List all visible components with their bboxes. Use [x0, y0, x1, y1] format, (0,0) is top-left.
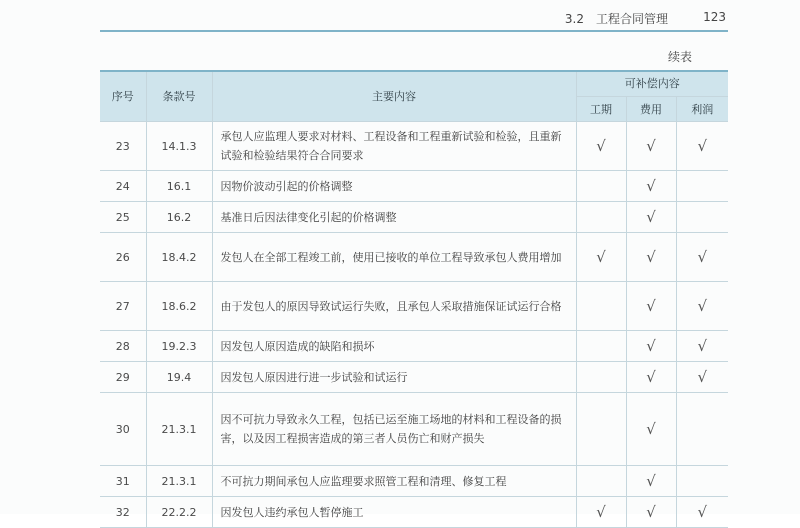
duration-check: √	[576, 233, 626, 282]
col-header-clause: 条款号	[146, 70, 212, 122]
table-row	[100, 393, 728, 466]
col-header-cost: 费用	[626, 97, 676, 122]
row-content: 承包人应监理人要求对材料、工程设备和工程重新试验和检验，且重新试验和检验结果符合合同要求	[212, 122, 576, 171]
row-index: 29	[100, 362, 146, 393]
duration-check	[576, 202, 626, 233]
row-clause: 18.4.2	[146, 233, 212, 282]
row-content: 因发包人原因造成的缺陷和损坏	[212, 331, 576, 362]
table-row	[100, 122, 728, 171]
row-clause: 14.1.3	[146, 122, 212, 171]
compensation-table	[100, 70, 728, 528]
cost-check: √	[626, 331, 676, 362]
row-index: 26	[100, 233, 146, 282]
profit-check: √	[676, 233, 728, 282]
profit-check	[676, 393, 728, 466]
duration-check	[576, 362, 626, 393]
cost-check: √	[626, 466, 676, 497]
profit-check: √	[676, 282, 728, 331]
duration-check: √	[576, 122, 626, 171]
cost-check: √	[626, 393, 676, 466]
col-header-profit: 利润	[676, 97, 728, 122]
col-header-compensable: 可补偿内容	[576, 70, 728, 97]
row-content: 基准日后因法律变化引起的价格调整	[212, 202, 576, 233]
row-content: 由于发包人的原因导致试运行失败，且承包人采取措施保证试运行合格	[212, 282, 576, 331]
table-row	[100, 233, 728, 282]
row-clause: 19.4	[146, 362, 212, 393]
duration-check	[576, 393, 626, 466]
profit-check	[676, 171, 728, 202]
profit-check	[676, 466, 728, 497]
cost-check: √	[626, 202, 676, 233]
row-content: 因发包人违约承包人暂停施工	[212, 497, 576, 528]
table-row	[100, 331, 728, 362]
table-row	[100, 466, 728, 497]
duration-check	[576, 331, 626, 362]
continued-label: 续表	[668, 50, 693, 64]
row-clause: 16.1	[146, 171, 212, 202]
row-index: 23	[100, 122, 146, 171]
row-clause: 22.2.2	[146, 497, 212, 528]
cost-check: √	[626, 282, 676, 331]
profit-check: √	[676, 362, 728, 393]
duration-check	[576, 171, 626, 202]
col-header-index: 序号	[100, 70, 146, 122]
cost-check: √	[626, 122, 676, 171]
col-header-content: 主要内容	[212, 70, 576, 122]
row-clause: 16.2	[146, 202, 212, 233]
row-clause: 19.2.3	[146, 331, 212, 362]
profit-check: √	[676, 122, 728, 171]
duration-check	[576, 282, 626, 331]
cost-check: √	[626, 362, 676, 393]
row-index: 25	[100, 202, 146, 233]
row-index: 24	[100, 171, 146, 202]
cost-check: √	[626, 233, 676, 282]
table-row	[100, 497, 728, 528]
cost-check: √	[626, 497, 676, 528]
duration-check: √	[576, 497, 626, 528]
duration-check	[576, 466, 626, 497]
row-clause: 21.3.1	[146, 466, 212, 497]
row-index: 32	[100, 497, 146, 528]
row-index: 28	[100, 331, 146, 362]
row-index: 30	[100, 393, 146, 466]
table-row	[100, 282, 728, 331]
table-row	[100, 202, 728, 233]
col-header-duration: 工期	[576, 97, 626, 122]
table-row	[100, 362, 728, 393]
row-clause: 21.3.1	[146, 393, 212, 466]
cost-check: √	[626, 171, 676, 202]
row-content: 因物价波动引起的价格调整	[212, 171, 576, 202]
profit-check: √	[676, 331, 728, 362]
row-clause: 18.6.2	[146, 282, 212, 331]
profit-check: √	[676, 497, 728, 528]
running-header	[100, 6, 728, 32]
table-row	[100, 171, 728, 202]
profit-check	[676, 202, 728, 233]
table-top-rule	[100, 70, 728, 72]
row-content: 因发包人原因进行进一步试验和试运行	[212, 362, 576, 393]
row-index: 27	[100, 282, 146, 331]
row-index: 31	[100, 466, 146, 497]
row-content: 发包人在全部工程竣工前，使用已接收的单位工程导致承包人费用增加	[212, 233, 576, 282]
page-number: 123	[703, 10, 726, 24]
section-title: 3.2 工程合同管理	[564, 12, 668, 26]
row-content: 不可抗力期间承包人应监理要求照管工程和清理、修复工程	[212, 466, 576, 497]
row-content: 因不可抗力导致永久工程，包括已运至施工场地的材料和工程设备的损害，以及因工程损害造成的第三者人员伤亡和财产损失	[212, 393, 576, 466]
